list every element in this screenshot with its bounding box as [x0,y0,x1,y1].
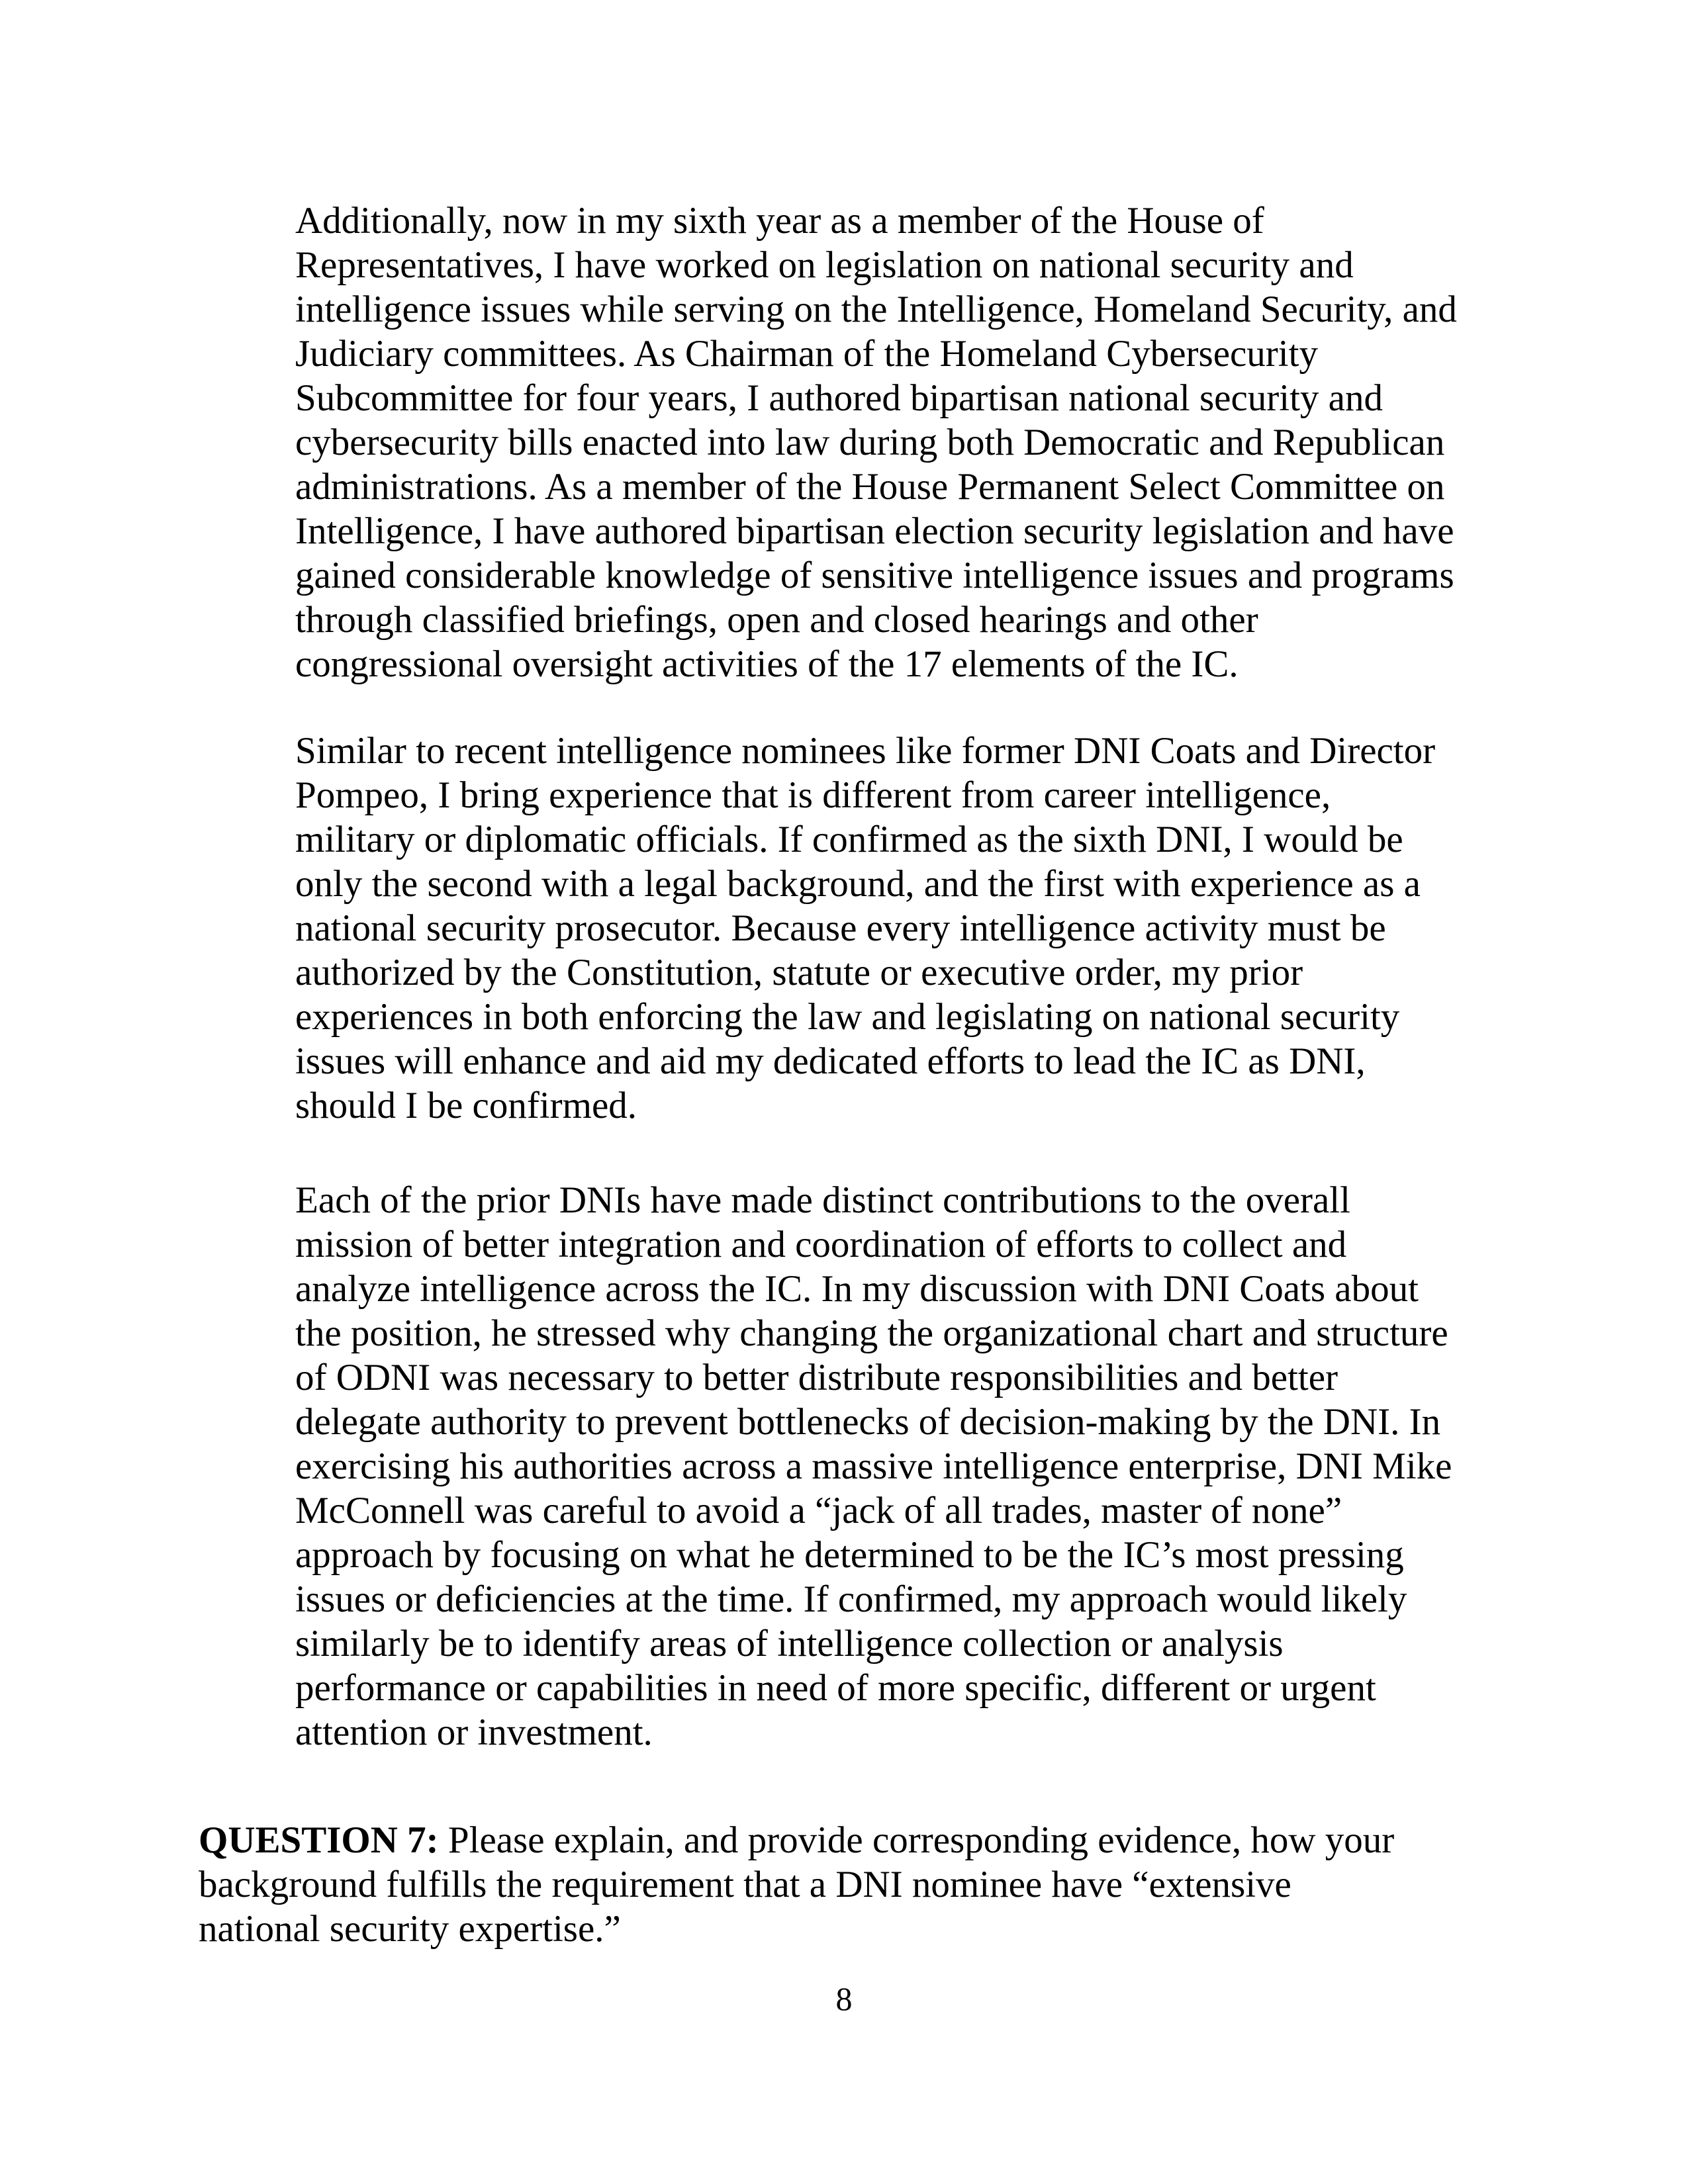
text-line: the position, he stressed why changing the organizational chart and structure [295,1312,1448,1354]
text-line: national security prosecutor. Because every intelligence activity must be [295,907,1386,949]
text-line: similarly be to identify areas of intelligence collection or analysis [295,1623,1284,1664]
text-line: Representatives, I have worked on legislation on national security and [295,244,1354,286]
text-line: military or diplomatic officials. If confirmed as the sixth DNI, I would be [295,819,1403,860]
text-line: issues will enhance and aid my dedicated efforts to lead the IC as DNI, [295,1040,1366,1082]
text-line: administrations. As a member of the House Permanent Select Committee on [295,466,1445,508]
answer-paragraph-1 [295,199,1480,686]
answer-paragraph-3 [295,1178,1480,1754]
answer-paragraph-2 [295,729,1480,1128]
text-line: congressional oversight activities of the 17 elements of the IC. [295,643,1239,685]
text-line: Similar to recent intelligence nominees like former DNI Coats and Director [295,730,1436,772]
text-line: through classified briefings, open and closed hearings and other [295,599,1258,641]
text-line: issues or deficiencies at the time. If confirmed, my approach would likely [295,1578,1407,1620]
question-text: Please explain, and provide corresponding evidence, how your [438,1819,1395,1861]
question-first-line [199,1818,1489,1862]
text-line: Pompeo, I bring experience that is different from career intelligence, [295,774,1331,816]
text-line: performance or capabilities in need of more specific, different or urgent [295,1667,1376,1709]
text-line: gained considerable knowledge of sensitive intelligence issues and programs [295,555,1454,596]
text-line: experiences in both enforcing the law and legislating on national security [295,996,1400,1038]
text-line: Additionally, now in my sixth year as a member of the House of [295,200,1264,242]
text-line: should I be confirmed. [295,1085,637,1126]
text-line: Judiciary committees. As Chairman of the Homeland Cybersecurity [295,333,1318,375]
text-line: Intelligence, I have authored bipartisan election security legislation and have [295,510,1454,552]
question-7 [199,1818,1489,1951]
text-line: approach by focusing on what he determined to be the IC’s most pressing [295,1534,1404,1576]
text-line: national security expertise.” [199,1908,621,1950]
page-number: 8 [835,1980,853,2017]
text-line: mission of better integration and coordination of efforts to collect and [295,1224,1347,1265]
text-line: only the second with a legal background, and the first with experience as a [295,863,1421,905]
text-line: Each of the prior DNIs have made distinct contributions to the overall [295,1179,1350,1221]
text-line: of ODNI was necessary to better distribute responsibilities and better [295,1357,1338,1398]
text-line: delegate authority to prevent bottlenecks of decision-making by the DNI. In [295,1401,1441,1443]
text-line: background fulfills the requirement that a DNI nominee have “extensive [199,1864,1291,1905]
question-label: QUESTION 7: [199,1819,439,1861]
text-line: Subcommittee for four years, I authored bipartisan national security and [295,377,1383,419]
text-line: attention or investment. [295,1711,653,1753]
text-line: intelligence issues while serving on the Intelligence, Homeland Security, and [295,289,1457,330]
text-line: exercising his authorities across a massive intelligence enterprise, DNI Mike [295,1445,1452,1487]
text-line: McConnell was careful to avoid a “jack of all trades, master of none” [295,1490,1342,1531]
text-line: cybersecurity bills enacted into law during both Democratic and Republican [295,422,1445,463]
text-line: authorized by the Constitution, statute or executive order, my prior [295,952,1303,993]
text-line: analyze intelligence across the IC. In my discussion with DNI Coats about [295,1268,1419,1310]
